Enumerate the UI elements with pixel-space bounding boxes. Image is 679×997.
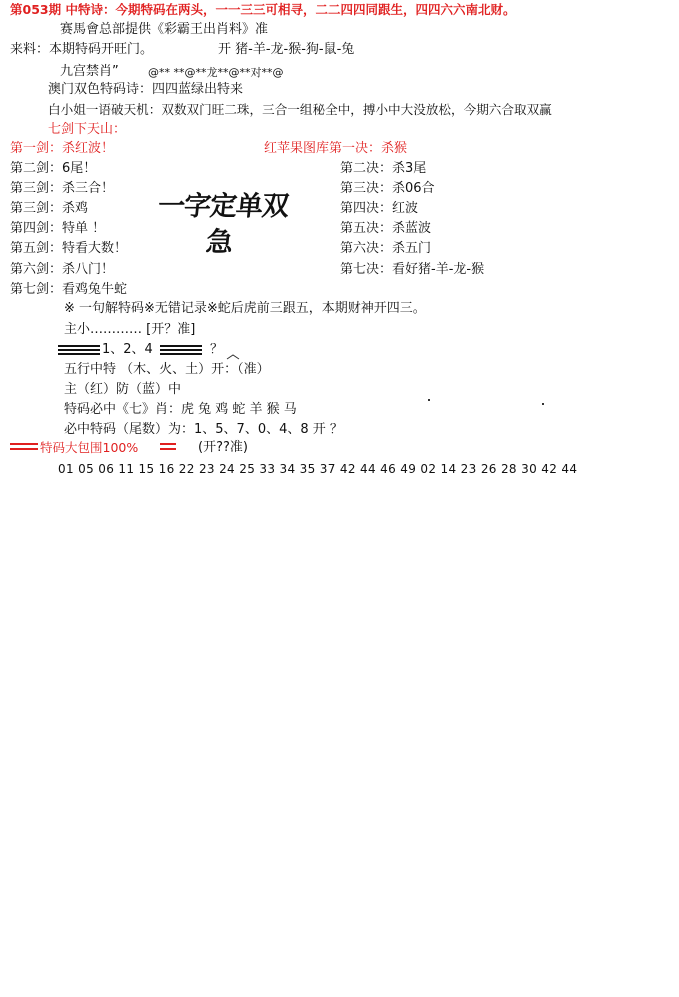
source-open-line: 开 猪-羊-龙-猴-狗-鼠-兔 [218,42,355,57]
decision-line: 第三决：杀06合 [340,181,435,196]
bai-poem: 白小姐一语破天机：双数双门旺二珠，三合一组秘全中，搏小中大没放松，今期六合取双赢 [48,102,552,117]
double-bar-icon [160,443,176,451]
source-line: 来料：本期特码开旺门。 [10,42,154,57]
speck [542,403,544,405]
sword-line: 第二剑：6尾！ [10,161,97,176]
double-bar-icon [10,443,38,451]
sword-line: 第四剑：特单 ！ [10,221,106,236]
handwritten-odd-even: 一字定单双 [156,191,290,222]
note-line: 特码必中《七》肖：虎 兔 鸡 蛇 羊 猴 马 [64,402,297,417]
page-title: 第053期 中特诗：今期特码在两头，一一三三可相寻，二二四四同跟生，四四六六南北财。 [10,2,516,17]
provider-line: 赛馬會总部提供《彩霸王出肖料》准 [60,22,269,37]
package-label: 特码大包围100% [40,440,139,455]
speck [428,399,430,401]
sword-line: 第六剑：杀八门！ [10,262,115,277]
decision-line: 第四决：红波 [340,201,419,216]
forbidden-code: @** **@**龙**@**对**@ [148,66,284,79]
sword-line: 第一剑：杀红波！ [10,141,115,156]
sword-line: 第五剑：特看大数！ [10,241,128,256]
note-numbers: 1、2、4 [102,342,153,357]
sword-line: 第七剑：看鸡兔牛蛇 [10,282,128,297]
triple-bar-icon [160,345,202,355]
forbidden-label: 九宫禁肖” [60,64,119,79]
sword-line: 第三剑：杀鸡 [10,201,89,216]
note-line: 主小………… [开？准] [64,322,196,337]
decision-line: 第五决：杀蓝波 [340,221,432,236]
note-line: ※ 一句解特码※无错记录※蛇后虎前三跟五，本期财神开四三。 [64,301,426,316]
macau-poem: 澳门双色特码诗：四四蓝绿出特来 [48,82,244,97]
decision-line: 第二决：杀3尾 [340,161,427,176]
note-question: ？ [210,342,224,357]
decision-line: 第七决：看好猪-羊-龙-猴 [340,262,485,277]
triple-bar-icon [58,345,100,355]
note-line: 五行中特 （木、火、土）开：（准） [64,362,270,377]
note-line: 主（红）防（蓝）中 [64,382,182,397]
package-tail: (开??准) [198,440,248,455]
sword-line: 第三剑：杀三合！ [10,181,115,196]
handwritten-urgent: 急 [204,227,234,258]
note-line: 必中特码（尾数）为：1、5、7、0、4、8 开 ？ [64,422,343,437]
seven-swords-heading: 七剑下天山： [48,122,127,137]
package-numbers: 01 05 06 11 15 16 22 23 24 25 33 34 35 37 42 44 46 49 02 14 23 26 28 30 42 44 [58,462,578,476]
decision-line: 第六决：杀五门 [340,241,432,256]
decision-heading: 红苹果图库第一决：杀猴 [264,141,408,156]
squiggle-icon [226,346,240,354]
